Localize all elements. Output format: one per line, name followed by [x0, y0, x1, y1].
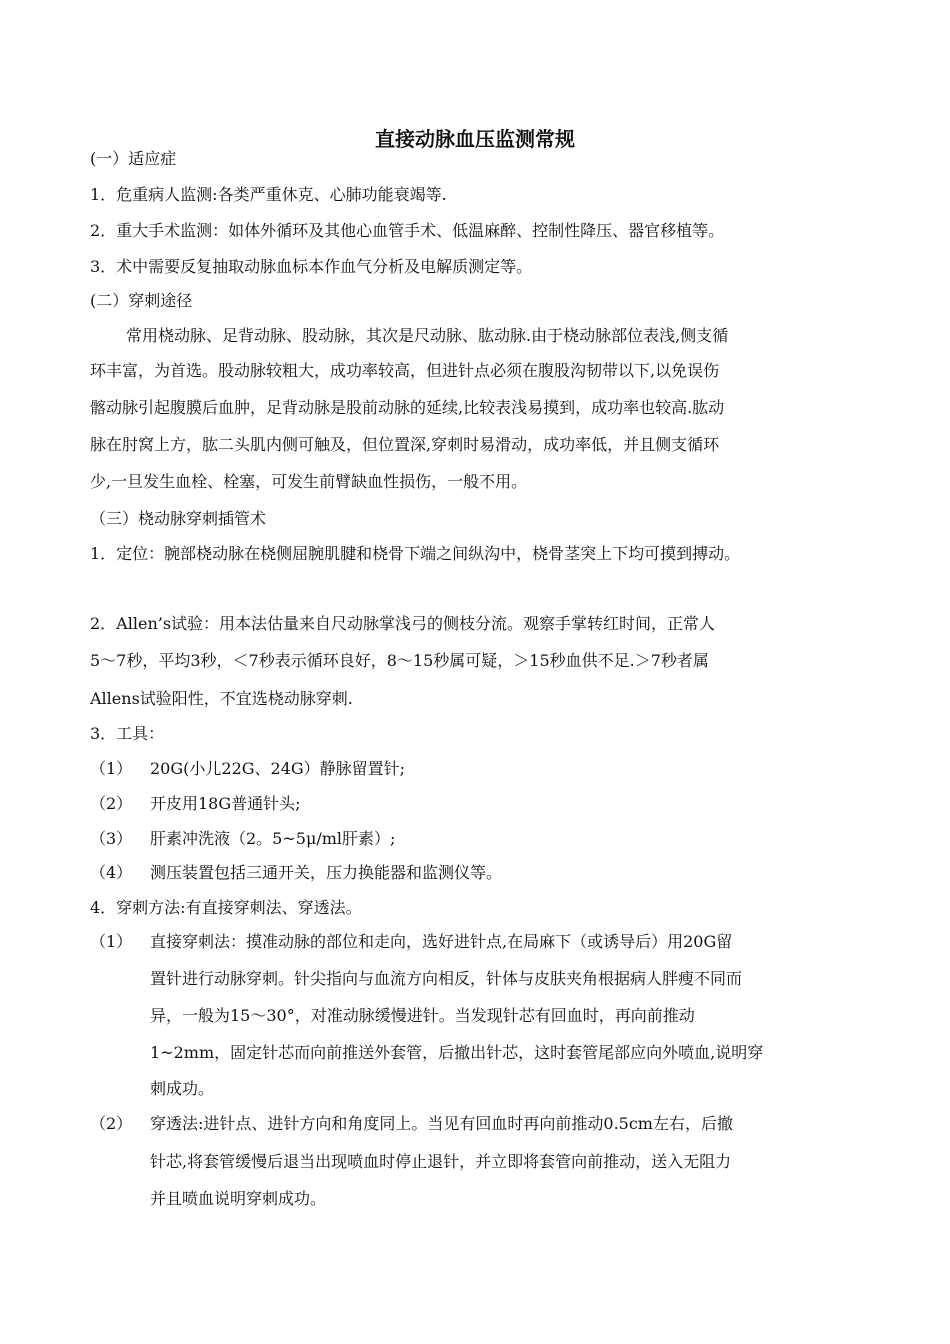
method-number: （2）: [90, 1114, 133, 1133]
tool-number: （3）: [90, 829, 133, 848]
tool-number: （4）: [90, 863, 133, 882]
routes-paragraph-line: 少,一旦发生血栓、栓塞，可发生前臂缺血性损伤，一般不用。: [90, 472, 528, 491]
tools-heading: 3．工具：: [90, 724, 165, 743]
tool-text: 肝素冲洗液（2。5~5μ/ml肝素）;: [150, 829, 396, 848]
allen-test-line: 2．Allen’s试验：用本法估量来自尺动脉掌浅弓的侧枝分流。观察手掌转红时间，正常人: [90, 614, 716, 633]
routes-paragraph-line: 脉在肘窝上方，肱二头肌内侧可触及，但位置深,穿刺时易滑动，成功率低，并且侧支循环: [90, 435, 720, 454]
direct-method-line: 直接穿刺法：摸准动脉的部位和走向，选好进针点,在局麻下（或诱导后）用20G留: [150, 932, 733, 951]
routes-paragraph-line: 髂动脉引起腹膜后血肿，足背动脉是股前动脉的延续,比较表浅易摸到，成功率也较高.肱动: [90, 398, 725, 417]
penetration-method-line: 并且喷血说明穿刺成功。: [150, 1189, 327, 1208]
direct-method-line: 刺成功。: [150, 1079, 215, 1098]
section-heading-indications: (一）适应症: [90, 149, 177, 168]
direct-method-line: 异，一般为15～30°，对准动脉缓慢进针。当发现针芯有回血时，再向前推动: [150, 1006, 695, 1025]
tool-number: （2）: [90, 794, 133, 813]
tool-text: 测压装置包括三通开关，压力换能器和监测仪等。: [150, 863, 503, 882]
indication-item: 2．重大手术监测：如体外循环及其他心血管手术、低温麻醉、控制性降压、器官移植等。: [90, 221, 725, 240]
section-heading-radial-cannulation: （三）桡动脉穿刺插管术: [90, 509, 267, 528]
document-title: 直接动脉血压监测常规: [375, 127, 575, 151]
allen-test-line: Allens试验阳性，不宜选桡动脉穿刺.: [90, 689, 353, 708]
section-heading-routes: (二）穿刺途径: [90, 291, 193, 310]
tool-item: [90, 757, 870, 781]
indication-item: 1．危重病人监测:各类严重休克、心肺功能衰竭等.: [90, 185, 447, 204]
direct-method-line: 1~2mm，固定针芯而向前推送外套管，后撤出针芯，这时套管尾部应向外喷血,说明穿: [150, 1043, 764, 1062]
positioning-paragraph: 1．定位：腕部桡动脉在桡侧屈腕肌腱和桡骨下端之间纵沟中，桡骨茎突上下均可摸到搏动。: [90, 544, 741, 563]
indication-item: 3．术中需要反复抽取动脉血标本作血气分析及电解质测定等。: [90, 257, 533, 276]
tool-item: [90, 827, 870, 851]
tool-number: （1）: [90, 759, 133, 778]
tool-item: [90, 861, 870, 885]
tool-item: [90, 792, 870, 816]
method-number: （1）: [90, 932, 133, 951]
routes-paragraph-line: 环丰富，为首选。股动脉较粗大，成功率较高，但进针点必须在腹股沟韧带以下,以免误伤: [90, 361, 720, 380]
allen-test-line: 5～7秒，平均3秒，＜7秒表示循环良好，8～15秒属可疑，＞15秒血供不足.＞7秒者属: [90, 651, 709, 670]
method-heading: 4．穿刺方法:有直接穿刺法、穿透法。: [90, 898, 362, 917]
penetration-method-line: 针芯,将套管缓慢后退当出现喷血时停止退针，并立即将套管向前推动，送入无阻力: [150, 1152, 732, 1171]
tool-text: 开皮用18G普通针头;: [150, 794, 301, 813]
penetration-method-line: 穿透法:进针点、进针方向和角度同上。当见有回血时再向前推动0.5cm左右，后撤: [150, 1114, 733, 1133]
tool-text: 20G(小儿22G、24G）静脉留置针;: [150, 759, 406, 778]
routes-paragraph-line: 常用桡动脉、足背动脉、股动脉，其次是尺动脉、肱动脉.由于桡动脉部位表浅,侧支循: [126, 326, 729, 345]
direct-method-line: 置针进行动脉穿刺。针尖指向与血流方向相反，针体与皮肤夹角根据病人胖瘦不同而: [150, 969, 743, 988]
